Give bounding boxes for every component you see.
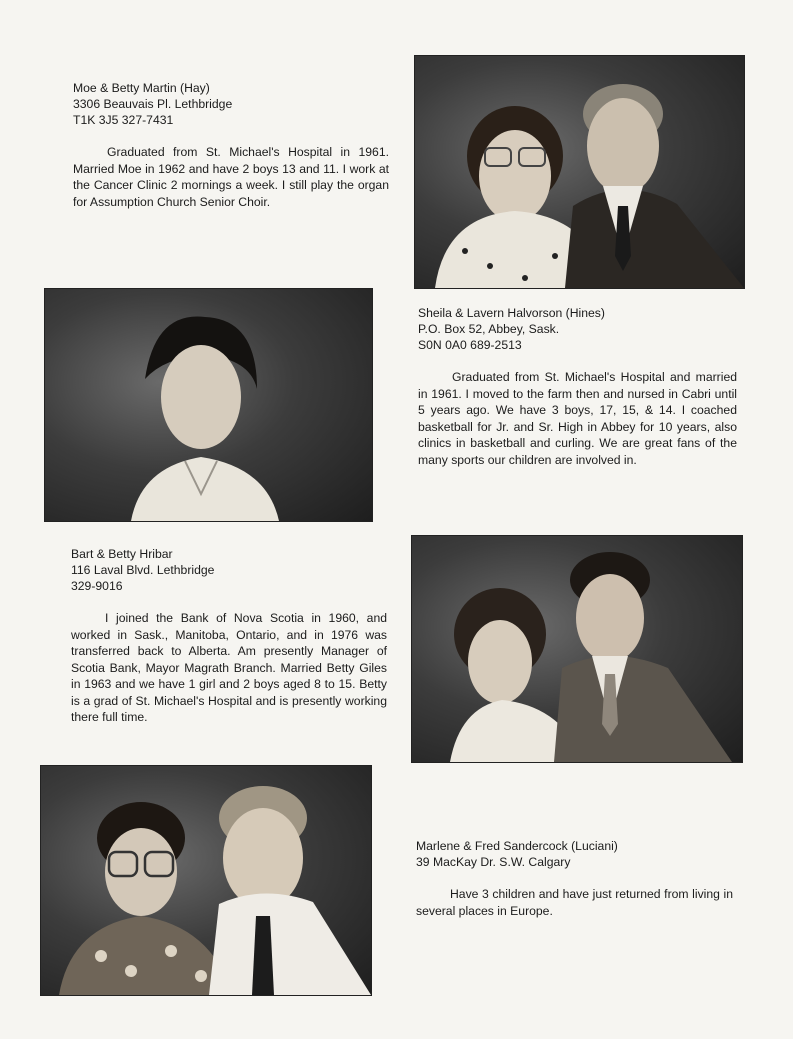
entry-postal-phone: S0N 0A0 689-2513 <box>418 338 522 352</box>
entry-postal-phone: T1K 3J5 327-7431 <box>73 113 174 127</box>
entry-address: 3306 Beauvais Pl. Lethbridge <box>73 97 233 111</box>
couple-portrait-image <box>412 536 742 762</box>
photo-martin <box>414 55 745 289</box>
entry-martin <box>73 80 389 210</box>
photo-halvorson <box>44 288 373 522</box>
entry-bio: Graduated from St. Michael's Hospital in 1961. Married Moe in 1962 and have 2 boys 13 and 11. I work at the Cancer Clinic 2 mornings a week. I still play the organ for Assumption Church Senior Choir. <box>73 145 389 209</box>
entry-address: 116 Laval Blvd. Lethbridge <box>71 563 215 577</box>
entry-address: P.O. Box 52, Abbey, Sask. <box>418 322 560 336</box>
entry-names: Marlene & Fred Sandercock (Luciani) <box>416 839 618 853</box>
couple-portrait-image <box>415 56 744 288</box>
entry-names: Moe & Betty Martin (Hay) <box>73 81 210 95</box>
entry-bio: Graduated from St. Michael's Hospital and married in 1961. I moved to the farm then and nursed in Cabri until 5 years ago. We have 3 boys, 17, 15, & 14. I coached basketball for Jr. and Sr. High in Abbey for 10 years, also clinics in basketball and curling. We are great fans of the many sports our children are involved in. <box>418 370 737 467</box>
entry-names: Bart & Betty Hribar <box>71 547 173 561</box>
entry-bio: Have 3 children and have just returned from living in several places in Europe. <box>416 887 733 918</box>
entry-sandercock <box>416 838 733 919</box>
entry-bio: I joined the Bank of Nova Scotia in 1960, and worked in Sask., Manitoba, Ontario, and in 1976 was transferred back to Alberta. Am presently Manager of Scotia Bank, Mayor Magrath Branch. Married Betty Giles in 1963 and we have 1 girl and 2 boys aged 8 to 15. Betty is a grad of St. Michael's Hospital and is presently working there full time. <box>71 611 387 724</box>
couple-portrait-image <box>41 766 371 995</box>
entry-postal-phone: 329-9016 <box>71 579 123 593</box>
entry-halvorson <box>418 305 737 468</box>
woman-portrait-image <box>45 289 372 521</box>
entry-hribar <box>71 546 387 726</box>
entry-names: Sheila & Lavern Halvorson (Hines) <box>418 306 605 320</box>
photo-hribar <box>411 535 743 763</box>
photo-sandercock <box>40 765 372 996</box>
entry-address: 39 MacKay Dr. S.W. Calgary <box>416 855 571 869</box>
